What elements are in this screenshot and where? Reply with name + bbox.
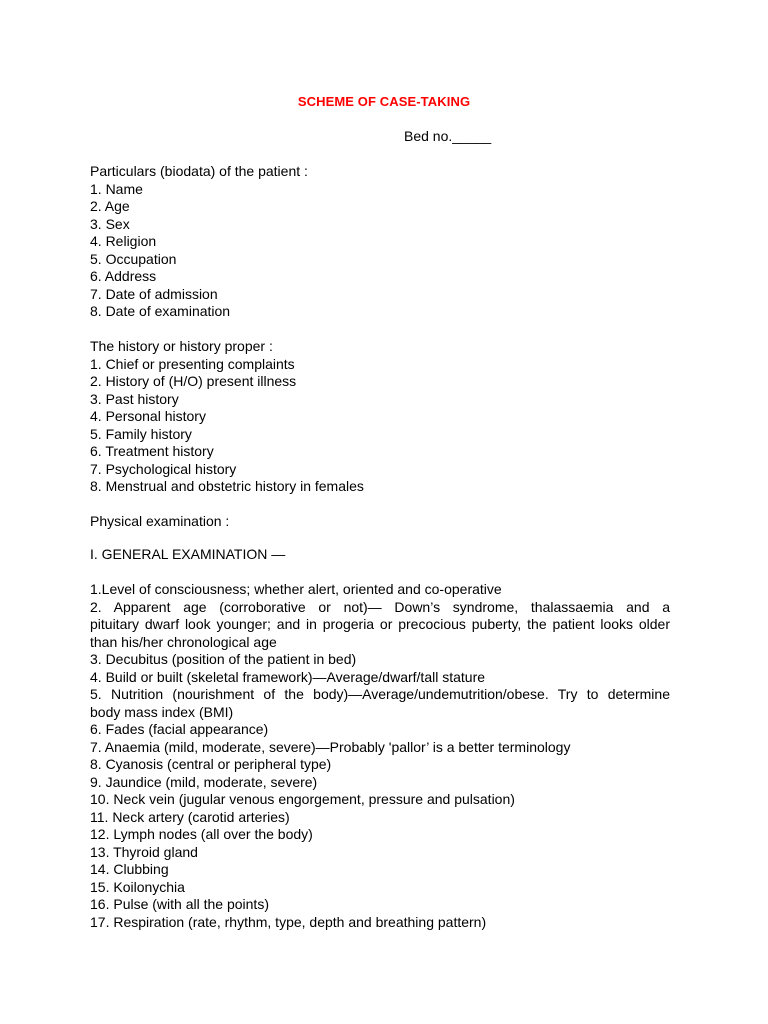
exam-item: 17. Respiration (rate, rhythm, type, depth and breathing pattern)	[90, 913, 487, 930]
exam-item: 13. Thyroid gland	[90, 843, 198, 860]
history-item: 5. Family history	[90, 425, 192, 442]
biodata-item: 7. Date of admission	[90, 285, 218, 302]
history-item: 4. Personal history	[90, 408, 206, 424]
history-item: 1. Chief or presenting complaints	[90, 355, 295, 372]
general-exam-section	[90, 546, 670, 564]
physical-exam-section	[90, 513, 670, 531]
exam-item: 2. Apparent age (corroborative or not)— Down’s syndrome, thalassaemia and a	[90, 598, 670, 615]
exam-item: 15. Koilonychia	[90, 878, 185, 895]
exam-item: 16. Pulse (with all the points)	[90, 896, 269, 912]
exam-item: 3. Decubitus (position of the patient in bed)	[90, 651, 357, 667]
physical-exam-heading: Physical examination :	[90, 513, 230, 529]
biodata-item: 3. Sex	[90, 215, 130, 232]
history-section	[90, 338, 670, 496]
biodata-item: 4. Religion	[90, 233, 157, 249]
exam-item-continuation: body mass index (BMI)	[90, 703, 234, 720]
history-item: 3. Past history	[90, 390, 179, 407]
exam-item: 1.Level of consciousness; whether alert, oriented and co-operative	[90, 581, 502, 597]
history-item: 8. Menstrual and obstetric history in females	[90, 478, 364, 494]
exam-item: 9. Jaundice (mild, moderate, severe)	[90, 773, 318, 790]
exam-item-continuation: pituitary dwarf look younger; and in progeria or precocious puberty, the patient looks older	[90, 616, 670, 632]
bed-number-field: Bed no._____	[404, 128, 492, 144]
exam-item: 14. Clubbing	[90, 861, 169, 877]
biodata-heading: Particulars (biodata) of the patient :	[90, 163, 308, 179]
biodata-section	[90, 163, 670, 321]
biodata-item: 5. Occupation	[90, 250, 177, 267]
biodata-item: 2. Age	[90, 198, 130, 214]
history-item: 6. Treatment history	[90, 443, 214, 459]
biodata-item: 6. Address	[90, 268, 157, 284]
biodata-item: 8. Date of examination	[90, 303, 231, 319]
history-item: 7. Psychological history	[90, 460, 237, 477]
exam-item: 11. Neck artery (carotid arteries)	[90, 808, 290, 825]
exam-item: 8. Cyanosis (central or peripheral type)	[90, 756, 332, 772]
exam-item: 4. Build or built (skeletal framework)—Average/dwarf/tall stature	[90, 668, 486, 685]
exam-item: 12. Lymph nodes (all over the body)	[90, 826, 313, 842]
exam-item-continuation: than his/her chronological age	[90, 633, 277, 650]
exam-item: 6. Fades (facial appearance)	[90, 721, 269, 737]
general-exam-list	[90, 581, 670, 931]
document-title: SCHEME OF CASE-TAKING	[297, 94, 471, 109]
history-item: 2. History of (H/O) present illness	[90, 373, 297, 389]
biodata-item: 1. Name	[90, 180, 143, 197]
general-exam-heading: I. GENERAL EXAMINATION —	[90, 546, 286, 562]
exam-item: 5. Nutrition (nourishment of the body)—Average/undemutrition/obese. Try to determine	[90, 686, 670, 702]
history-heading: The history or history proper :	[90, 338, 273, 354]
exam-item: 7. Anaemia (mild, moderate, severe)—Probably 'pallor’ is a better terminology	[90, 738, 571, 755]
exam-item: 10. Neck vein (jugular venous engorgement, pressure and pulsation)	[90, 791, 515, 807]
